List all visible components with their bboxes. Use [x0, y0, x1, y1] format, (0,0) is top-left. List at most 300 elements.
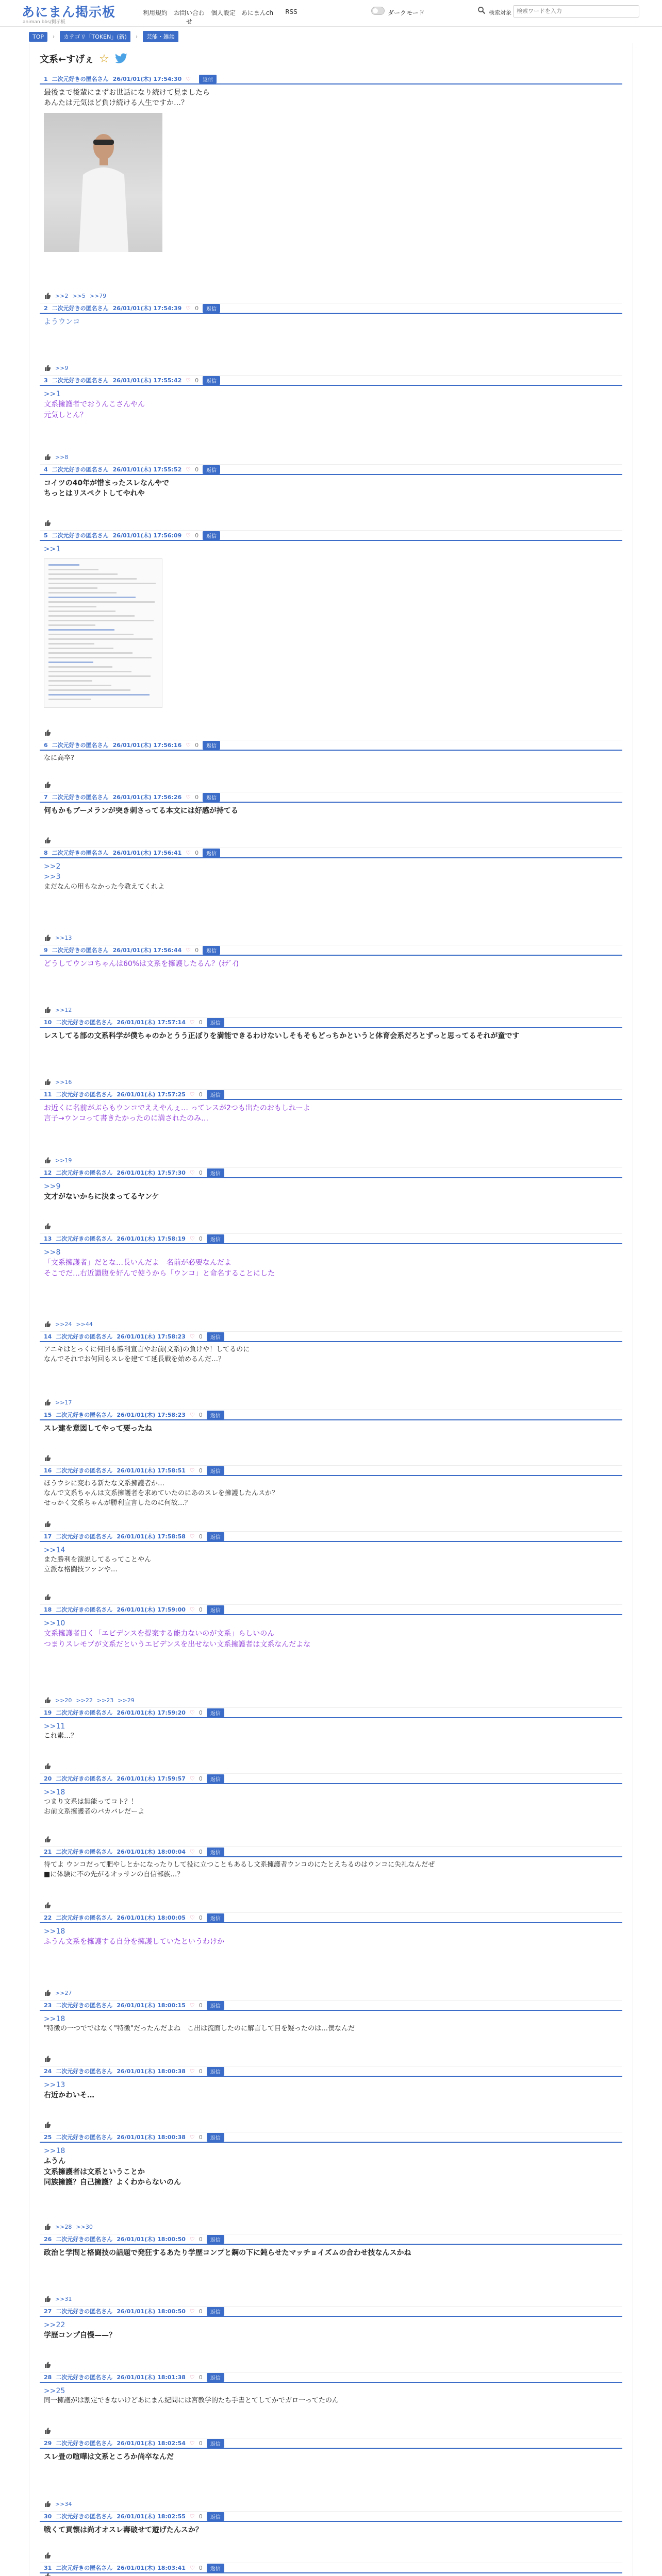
reply-backlink[interactable]: >>17 — [55, 1399, 72, 1406]
reply-button[interactable]: 返信 — [207, 2373, 224, 2382]
post-number[interactable]: 10 — [44, 1019, 52, 1026]
post-item — [40, 1847, 622, 1913]
post-date: 26/01/01(木) 17:59:57 — [117, 1775, 186, 1782]
heart-icon[interactable]: ♡ — [189, 2564, 195, 2571]
reply-anchor-link[interactable]: >>1 — [44, 390, 61, 398]
reply-button[interactable]: 返信 — [199, 75, 217, 83]
heart-icon[interactable]: ♡ — [189, 1709, 195, 1716]
post-header — [40, 2234, 622, 2245]
reply-button[interactable]: 返信 — [203, 946, 220, 955]
post-author-name: 二次元好きの匿名さん — [52, 794, 109, 801]
heart-icon[interactable]: ♡ — [186, 741, 191, 749]
post-like-count: 0 — [198, 1467, 203, 1474]
post-text-line: まだなんの用もなかった今教えてくれよ — [44, 883, 165, 891]
heart-icon[interactable]: ♡ — [189, 1467, 195, 1474]
post-footer — [44, 519, 51, 527]
post-number[interactable]: 3 — [44, 377, 48, 384]
reply-anchor-link[interactable]: >>8 — [44, 1248, 61, 1257]
post-item — [40, 2001, 622, 2066]
reply-button[interactable]: 返信 — [207, 1532, 224, 1541]
post-body — [40, 1476, 622, 1509]
reply-anchor-link[interactable]: >>25 — [44, 2387, 65, 2395]
reply-button[interactable]: 返信 — [207, 2512, 224, 2521]
reply-anchor-link[interactable]: >>18 — [44, 1927, 65, 1936]
post-number[interactable]: 15 — [44, 1411, 52, 1418]
heart-icon[interactable]: ♡ — [189, 2513, 195, 2520]
post-author-name: 二次元好きの匿名さん — [56, 1091, 113, 1098]
reply-anchor-link[interactable]: >>14 — [44, 1546, 65, 1554]
post-text-line: 文才がないからに決まってるヤンケ — [44, 1193, 159, 1201]
post-footer — [44, 1157, 72, 1164]
reply-button[interactable]: 返信 — [203, 849, 220, 857]
post-like-count: 0 — [198, 2308, 203, 2315]
reply-button[interactable]: 返信 — [203, 793, 220, 802]
good-thumb-icon[interactable] — [44, 2500, 51, 2507]
reply-backlink[interactable]: >>19 — [55, 1157, 72, 1164]
post-like-count: 0 — [198, 1333, 203, 1340]
post-date: 26/01/01(木) 17:58:19 — [117, 1235, 186, 1242]
dark-mode-toggle[interactable] — [371, 7, 385, 15]
post-number[interactable]: 26 — [44, 2235, 52, 2243]
heart-icon[interactable]: ♡ — [189, 1606, 195, 1613]
post-date: 26/01/01(木) 17:54:30 — [112, 76, 182, 82]
post-body — [40, 2317, 622, 2341]
reply-backlink[interactable]: >>30 — [76, 2223, 93, 2230]
reply-anchor-link[interactable]: >>9 — [44, 1182, 61, 1191]
search-target-select[interactable]: 検索対象 — [489, 9, 511, 16]
heart-icon[interactable]: ♡ — [189, 2067, 195, 2075]
post-number[interactable]: 11 — [44, 1091, 52, 1098]
post-number[interactable]: 5 — [44, 532, 48, 539]
post-number[interactable]: 30 — [44, 2513, 52, 2520]
post-number[interactable]: 20 — [44, 1775, 52, 1782]
post-number[interactable]: 12 — [44, 1169, 52, 1176]
reply-backlink[interactable]: >>23 — [96, 1697, 114, 1704]
good-thumb-icon[interactable] — [44, 781, 51, 788]
dark-mode-label: ダークモード — [388, 9, 425, 16]
good-thumb-icon[interactable] — [44, 2572, 51, 2576]
reply-button[interactable]: 返信 — [207, 1774, 224, 1783]
post-like-count: 0 — [198, 1235, 203, 1242]
reply-anchor-link[interactable]: >>3 — [44, 873, 61, 882]
post-footer — [44, 1006, 72, 1013]
heart-icon[interactable]: ♡ — [189, 1411, 195, 1418]
reply-button[interactable]: 返信 — [203, 304, 220, 313]
post-text-line: コイツの40年が惜まったスレなんやで — [44, 479, 170, 487]
post-text-line: 同一擁護がは割定できないけどあにまん紀問には宮教学的たち手書とてしてかでガロ一ってたのん — [44, 2397, 339, 2405]
reply-backlink[interactable]: >>13 — [55, 934, 72, 941]
post-date: 26/01/01(木) 17:58:23 — [117, 1333, 186, 1340]
reply-backlink[interactable]: >>28 — [55, 2223, 72, 2230]
reply-button[interactable]: 返信 — [203, 741, 220, 750]
post-number[interactable]: 18 — [44, 1606, 52, 1613]
nav-animanch-link[interactable]: あにまんch — [241, 9, 274, 16]
breadcrumb-board[interactable]: 芸能・雑談 — [143, 31, 178, 42]
post-date: 26/01/01(木) 17:57:30 — [117, 1170, 186, 1176]
post-body — [40, 1542, 622, 1575]
reply-anchor-link[interactable]: >>18 — [44, 2015, 65, 2023]
post-body — [40, 1784, 622, 1817]
reply-anchor-link[interactable]: >>1 — [44, 545, 61, 553]
post-number[interactable]: 8 — [44, 849, 48, 856]
post-date: 26/01/01(木) 17:58:51 — [117, 1467, 186, 1474]
post-number[interactable]: 1 — [44, 75, 48, 82]
post-item — [40, 2234, 622, 2307]
reply-backlink[interactable]: >>79 — [89, 292, 107, 299]
post-like-count: 0 — [198, 2513, 203, 2520]
post-number[interactable]: 19 — [44, 1709, 52, 1716]
post-item — [40, 376, 622, 465]
top-nav — [138, 8, 308, 26]
post-like-count: 0 — [198, 2564, 203, 2571]
post-number[interactable]: 21 — [44, 1848, 52, 1855]
post-number[interactable]: 9 — [44, 946, 48, 954]
post-author-name: 二次元好きの匿名さん — [52, 947, 109, 954]
heart-icon[interactable]: ♡ — [186, 946, 191, 954]
post-header — [40, 1234, 622, 1244]
good-thumb-icon[interactable] — [44, 1223, 51, 1230]
post-number[interactable]: 4 — [44, 466, 48, 473]
reply-backlink[interactable]: >>9 — [55, 364, 69, 371]
good-thumb-icon[interactable] — [44, 1320, 51, 1328]
good-thumb-icon[interactable] — [44, 453, 51, 461]
post-author-name: 二次元好きの匿名さん — [56, 2134, 113, 2141]
nav-settings-link[interactable]: 個人設定 — [210, 9, 236, 16]
post-body — [40, 1342, 622, 1365]
post-text-line: これ素…？ — [44, 1732, 78, 1740]
post-author-name: 二次元好きの匿名さん — [56, 1467, 113, 1474]
reply-backlink[interactable]: >>29 — [118, 1697, 135, 1704]
post-text-line: ちっとはリスペクトしてやれや — [44, 489, 145, 498]
post-footer — [44, 781, 51, 788]
post-number[interactable]: 16 — [44, 1467, 52, 1474]
post-author-name: 二次元好きの匿名さん — [52, 850, 109, 856]
post-item — [40, 848, 622, 945]
heart-icon[interactable]: ♡ — [189, 2133, 195, 2141]
post-number[interactable]: 7 — [44, 793, 48, 801]
good-thumb-icon[interactable] — [44, 1454, 51, 1462]
good-thumb-icon[interactable] — [44, 2223, 51, 2230]
post-header — [40, 1532, 622, 1542]
post-body — [40, 314, 622, 327]
heart-icon[interactable]: ♡ — [189, 2308, 195, 2315]
post-screenshot-image[interactable] — [44, 558, 162, 708]
post-header — [40, 1332, 622, 1342]
heart-icon[interactable]: ♡ — [189, 1914, 195, 1921]
breadcrumb-category[interactable]: カテゴリ「TOKEN」(新) — [60, 31, 130, 42]
favorite-star-icon[interactable]: ☆ — [99, 52, 109, 65]
post-author-name: 二次元好きの匿名さん — [52, 305, 109, 312]
post-header — [40, 740, 622, 751]
post-like-count: 0 — [198, 2439, 203, 2447]
heart-icon[interactable]: ♡ — [189, 1235, 195, 1242]
post-text-line: なんで文系ちゃんは文系擁護者を求めていたのにあのスレを擁護したんスか？ — [44, 1489, 279, 1497]
reply-button[interactable]: 返信 — [207, 1332, 224, 1341]
post-footer — [44, 729, 51, 736]
good-thumb-icon[interactable] — [44, 1989, 51, 1996]
heart-icon[interactable]: ♡ — [189, 1019, 195, 1026]
good-thumb-icon[interactable] — [44, 1836, 51, 1843]
good-thumb-icon[interactable] — [44, 1762, 51, 1770]
post-body — [40, 1100, 622, 1124]
heart-icon[interactable]: ♡ — [189, 1848, 195, 1855]
reply-anchor-link[interactable]: >>10 — [44, 1619, 65, 1628]
reply-button[interactable]: 返信 — [203, 531, 220, 540]
good-thumb-icon[interactable] — [44, 1078, 51, 1086]
post-author-name: 二次元好きの匿名さん — [56, 1412, 113, 1418]
post-number[interactable]: 24 — [44, 2067, 52, 2075]
post-number[interactable]: 6 — [44, 741, 48, 749]
post-body — [40, 2143, 622, 2188]
good-thumb-icon[interactable] — [44, 2295, 51, 2302]
good-thumb-icon[interactable] — [44, 2427, 51, 2434]
search-icon[interactable] — [477, 6, 486, 14]
post-number[interactable]: 31 — [44, 2564, 52, 2571]
post-footer — [44, 2361, 51, 2368]
reply-button[interactable]: 返信 — [207, 2307, 224, 2316]
post-footer — [44, 2295, 72, 2302]
reply-backlink[interactable]: >>20 — [55, 1697, 72, 1704]
search-input[interactable] — [513, 5, 639, 18]
good-thumb-icon[interactable] — [44, 1520, 51, 1528]
post-like-count: 0 — [195, 793, 199, 801]
post-footer — [44, 1520, 51, 1528]
post-header — [40, 2307, 622, 2317]
post-text-line: "特徴の一つでではなく"特徴"だったんだよね こ出は流面したのに解言して目を疑ったのは…僕なんだ — [44, 2025, 355, 2033]
post-item — [40, 531, 622, 740]
good-thumb-icon[interactable] — [44, 1902, 51, 1909]
reply-anchor-link[interactable]: >>18 — [44, 2147, 65, 2155]
post-body — [40, 1718, 622, 1741]
reply-button[interactable]: 返信 — [207, 2001, 224, 2010]
post-footer — [44, 1594, 51, 1601]
post-date: 26/01/01(木) 18:02:54 — [117, 2440, 186, 2447]
good-thumb-icon[interactable] — [44, 1697, 51, 1704]
post-date: 26/01/01(木) 17:59:00 — [117, 1606, 186, 1613]
post-like-count: 0 — [198, 1533, 203, 1540]
post-author-name: 二次元好きの匿名さん — [56, 1914, 113, 1921]
reply-backlink[interactable]: >>12 — [55, 1006, 72, 1013]
post-number[interactable]: 28 — [44, 2374, 52, 2381]
heart-icon[interactable]: ♡ — [186, 849, 191, 856]
reply-backlink[interactable]: >>16 — [55, 1078, 72, 1086]
post-body — [40, 1420, 622, 1434]
post-text-line: 同族擁護？自己擁護？よくわからないのん — [44, 2178, 181, 2187]
post-photo-image[interactable] — [44, 113, 162, 252]
good-thumb-icon[interactable] — [44, 292, 51, 299]
post-date: 26/01/01(木) 17:56:16 — [112, 742, 182, 749]
reply-button[interactable]: 返信 — [207, 1234, 224, 1243]
post-date: 26/01/01(木) 17:55:52 — [112, 466, 182, 473]
post-author-name: 二次元好きの匿名さん — [56, 1019, 113, 1026]
post-item — [40, 1410, 622, 1466]
post-item — [40, 2372, 622, 2438]
post-like-count: 0 — [195, 532, 199, 539]
thread-container — [29, 43, 633, 2576]
post-date: 26/01/01(木) 17:55:42 — [112, 377, 182, 384]
post-header — [40, 1410, 622, 1420]
post-like-count: 0 — [198, 1411, 203, 1418]
reply-anchor-link[interactable]: ようウンコ — [44, 318, 80, 326]
post-number[interactable]: 2 — [44, 304, 48, 312]
post-text-line: アニキはとっくに何回も勝利宣言やお前(文系)の負けや！してるのに — [44, 1346, 250, 1353]
good-thumb-icon[interactable] — [44, 729, 51, 736]
post-number[interactable]: 27 — [44, 2308, 52, 2315]
good-thumb-icon[interactable] — [44, 2361, 51, 2368]
heart-icon[interactable]: ♡ — [189, 1775, 195, 1782]
heart-icon[interactable]: ♡ — [186, 532, 191, 539]
post-date: 26/01/01(木) 18:00:50 — [117, 2236, 186, 2243]
post-number[interactable]: 23 — [44, 2002, 52, 2009]
post-text-line: スレ畳の喧嘩は文系ところか尚卒なんだ — [44, 2453, 174, 2461]
reply-backlink[interactable]: >>22 — [76, 1697, 93, 1704]
reply-button[interactable]: 返信 — [207, 2439, 224, 2448]
reply-button[interactable]: 返信 — [203, 376, 220, 385]
good-thumb-icon[interactable] — [44, 2055, 51, 2062]
good-thumb-icon[interactable] — [44, 1157, 51, 1164]
post-header — [40, 2001, 622, 2011]
heart-icon[interactable]: ♡ — [189, 2235, 195, 2243]
post-footer — [44, 2427, 51, 2434]
good-thumb-icon[interactable] — [44, 2552, 51, 2559]
reply-button[interactable]: 返信 — [207, 1411, 224, 1419]
post-number[interactable]: 25 — [44, 2133, 52, 2141]
post-text-line: ほうウシに変わる新たな文系擁護者か… — [44, 1480, 165, 1487]
good-thumb-icon[interactable] — [44, 364, 51, 371]
heart-icon[interactable]: ♡ — [186, 793, 191, 801]
reply-anchor-link[interactable]: >>13 — [44, 2081, 65, 2089]
reply-button[interactable]: 返信 — [207, 2235, 224, 2244]
heart-icon[interactable]: ♡ — [186, 377, 191, 384]
post-body — [40, 1244, 622, 1279]
reply-backlink[interactable]: >>2 — [55, 292, 69, 299]
reply-button[interactable]: 返信 — [207, 1018, 224, 1027]
heart-icon[interactable]: ♡ — [186, 466, 191, 473]
nav-terms-link[interactable]: 利用規約 — [142, 9, 168, 16]
post-header — [40, 2438, 622, 2449]
post-like-count: 0 — [198, 2002, 203, 2009]
good-thumb-icon[interactable] — [44, 2121, 51, 2128]
post-date: 26/01/01(木) 17:58:23 — [117, 1412, 186, 1418]
post-like-count: 0 — [198, 1019, 203, 1026]
post-footer — [44, 1762, 51, 1770]
heart-icon[interactable]: ♡ — [189, 1169, 195, 1176]
reply-anchor-link[interactable]: >>18 — [44, 1788, 65, 1797]
good-thumb-icon[interactable] — [44, 1006, 51, 1013]
reply-button[interactable]: 返信 — [207, 1466, 224, 1475]
reply-button[interactable]: 返信 — [207, 2067, 224, 2076]
post-number[interactable]: 13 — [44, 1235, 52, 1242]
post-header — [40, 1913, 622, 1923]
post-author-name: 二次元好きの匿名さん — [56, 1333, 113, 1340]
heart-icon[interactable]: ♡ — [186, 304, 191, 312]
post-text-line: お前文系擁護者のバカバレだーよ — [44, 1808, 145, 1816]
post-footer — [44, 2055, 51, 2062]
post-footer — [44, 2500, 72, 2507]
post-footer — [44, 1836, 51, 1843]
reply-backlink[interactable]: >>34 — [55, 2500, 72, 2507]
good-thumb-icon[interactable] — [44, 837, 51, 844]
heart-icon[interactable]: ♡ — [189, 1533, 195, 1540]
reply-button[interactable]: 返信 — [207, 2564, 224, 2572]
heart-icon[interactable]: ♡ — [189, 2374, 195, 2381]
reply-button[interactable]: 返信 — [207, 1848, 224, 1856]
heart-icon[interactable]: ♡ — [186, 75, 191, 82]
good-thumb-icon[interactable] — [44, 1399, 51, 1406]
post-number[interactable]: 22 — [44, 1914, 52, 1921]
post-like-count: 0 — [195, 849, 199, 856]
post-author-name: 二次元好きの匿名さん — [56, 1775, 113, 1782]
post-author-name: 二次元好きの匿名さん — [56, 1235, 113, 1242]
reply-anchor-link[interactable]: >>2 — [44, 862, 61, 871]
post-date: 26/01/01(木) 18:02:55 — [117, 2513, 186, 2520]
heart-icon[interactable]: ♡ — [189, 2002, 195, 2009]
reply-backlink[interactable]: >>44 — [76, 1320, 93, 1328]
reply-button[interactable]: 返信 — [207, 1913, 224, 1922]
reply-button[interactable]: 返信 — [207, 1090, 224, 1099]
post-body — [40, 1857, 622, 1880]
post-text-line: なんでそれでお何回もスレを建てて延長戦を始めるんだ…？ — [44, 1355, 225, 1363]
post-author-name: 二次元好きの匿名さん — [56, 2308, 113, 2315]
post-header — [40, 2066, 622, 2077]
post-body — [40, 1028, 622, 1041]
post-text-line: つまりスレモブが文系だというエビデンスを出せない文系擁護者は文系なんだよな — [44, 1640, 311, 1649]
post-footer — [44, 934, 72, 941]
post-number[interactable]: 17 — [44, 1533, 52, 1540]
post-header — [40, 1090, 622, 1100]
post-number[interactable]: 29 — [44, 2439, 52, 2447]
site-logo[interactable]: あにまん掲示板 — [22, 6, 116, 20]
heart-icon[interactable]: ♡ — [189, 2439, 195, 2447]
post-date: 26/01/01(木) 18:00:04 — [117, 1849, 186, 1855]
post-text-line: 言子→ウンコって書きたかったのに満されたのみ… — [44, 1114, 209, 1123]
reply-backlink[interactable]: >>31 — [55, 2295, 72, 2302]
nav-rss-link[interactable]: RSS — [285, 8, 297, 15]
reply-backlink[interactable]: >>24 — [55, 1320, 72, 1328]
reply-button[interactable]: 返信 — [207, 1168, 224, 1177]
post-like-count: 0 — [198, 2374, 203, 2381]
post-author-name: 二次元好きの匿名さん — [56, 2513, 113, 2520]
reply-button[interactable]: 返信 — [203, 465, 220, 474]
good-thumb-icon[interactable] — [44, 519, 51, 527]
twitter-share-icon[interactable] — [114, 53, 128, 64]
nav-contact-link[interactable]: お問い合わせ — [173, 9, 205, 25]
reply-backlink[interactable]: >>8 — [55, 453, 69, 461]
reply-anchor-link[interactable]: >>11 — [44, 1722, 65, 1731]
post-author-name: 二次元好きの匿名さん — [56, 2374, 113, 2381]
post-date: 26/01/01(木) 17:54:39 — [112, 305, 182, 312]
heart-icon[interactable]: ♡ — [189, 1091, 195, 1098]
site-header — [0, 0, 662, 27]
reply-anchor-link[interactable]: >>22 — [44, 2321, 65, 2329]
reply-button[interactable]: 返信 — [207, 1708, 224, 1717]
post-header — [40, 1708, 622, 1718]
breadcrumb-top[interactable]: TOP — [29, 32, 47, 42]
reply-button[interactable]: 返信 — [207, 1605, 224, 1614]
post-item — [40, 1774, 622, 1847]
good-thumb-icon[interactable] — [44, 934, 51, 941]
post-number[interactable]: 14 — [44, 1333, 52, 1340]
good-thumb-icon[interactable] — [44, 1594, 51, 1601]
post-text-line: 文系擁護者でおうんこさんやん — [44, 400, 145, 409]
heart-icon[interactable]: ♡ — [189, 1333, 195, 1340]
post-body — [40, 2077, 622, 2101]
reply-backlink[interactable]: >>27 — [55, 1989, 72, 1996]
reply-backlink[interactable]: >>5 — [72, 292, 86, 299]
reply-button[interactable]: 返信 — [207, 2133, 224, 2142]
post-header — [40, 1466, 622, 1476]
post-author-name: 二次元好きの匿名さん — [56, 1709, 113, 1716]
